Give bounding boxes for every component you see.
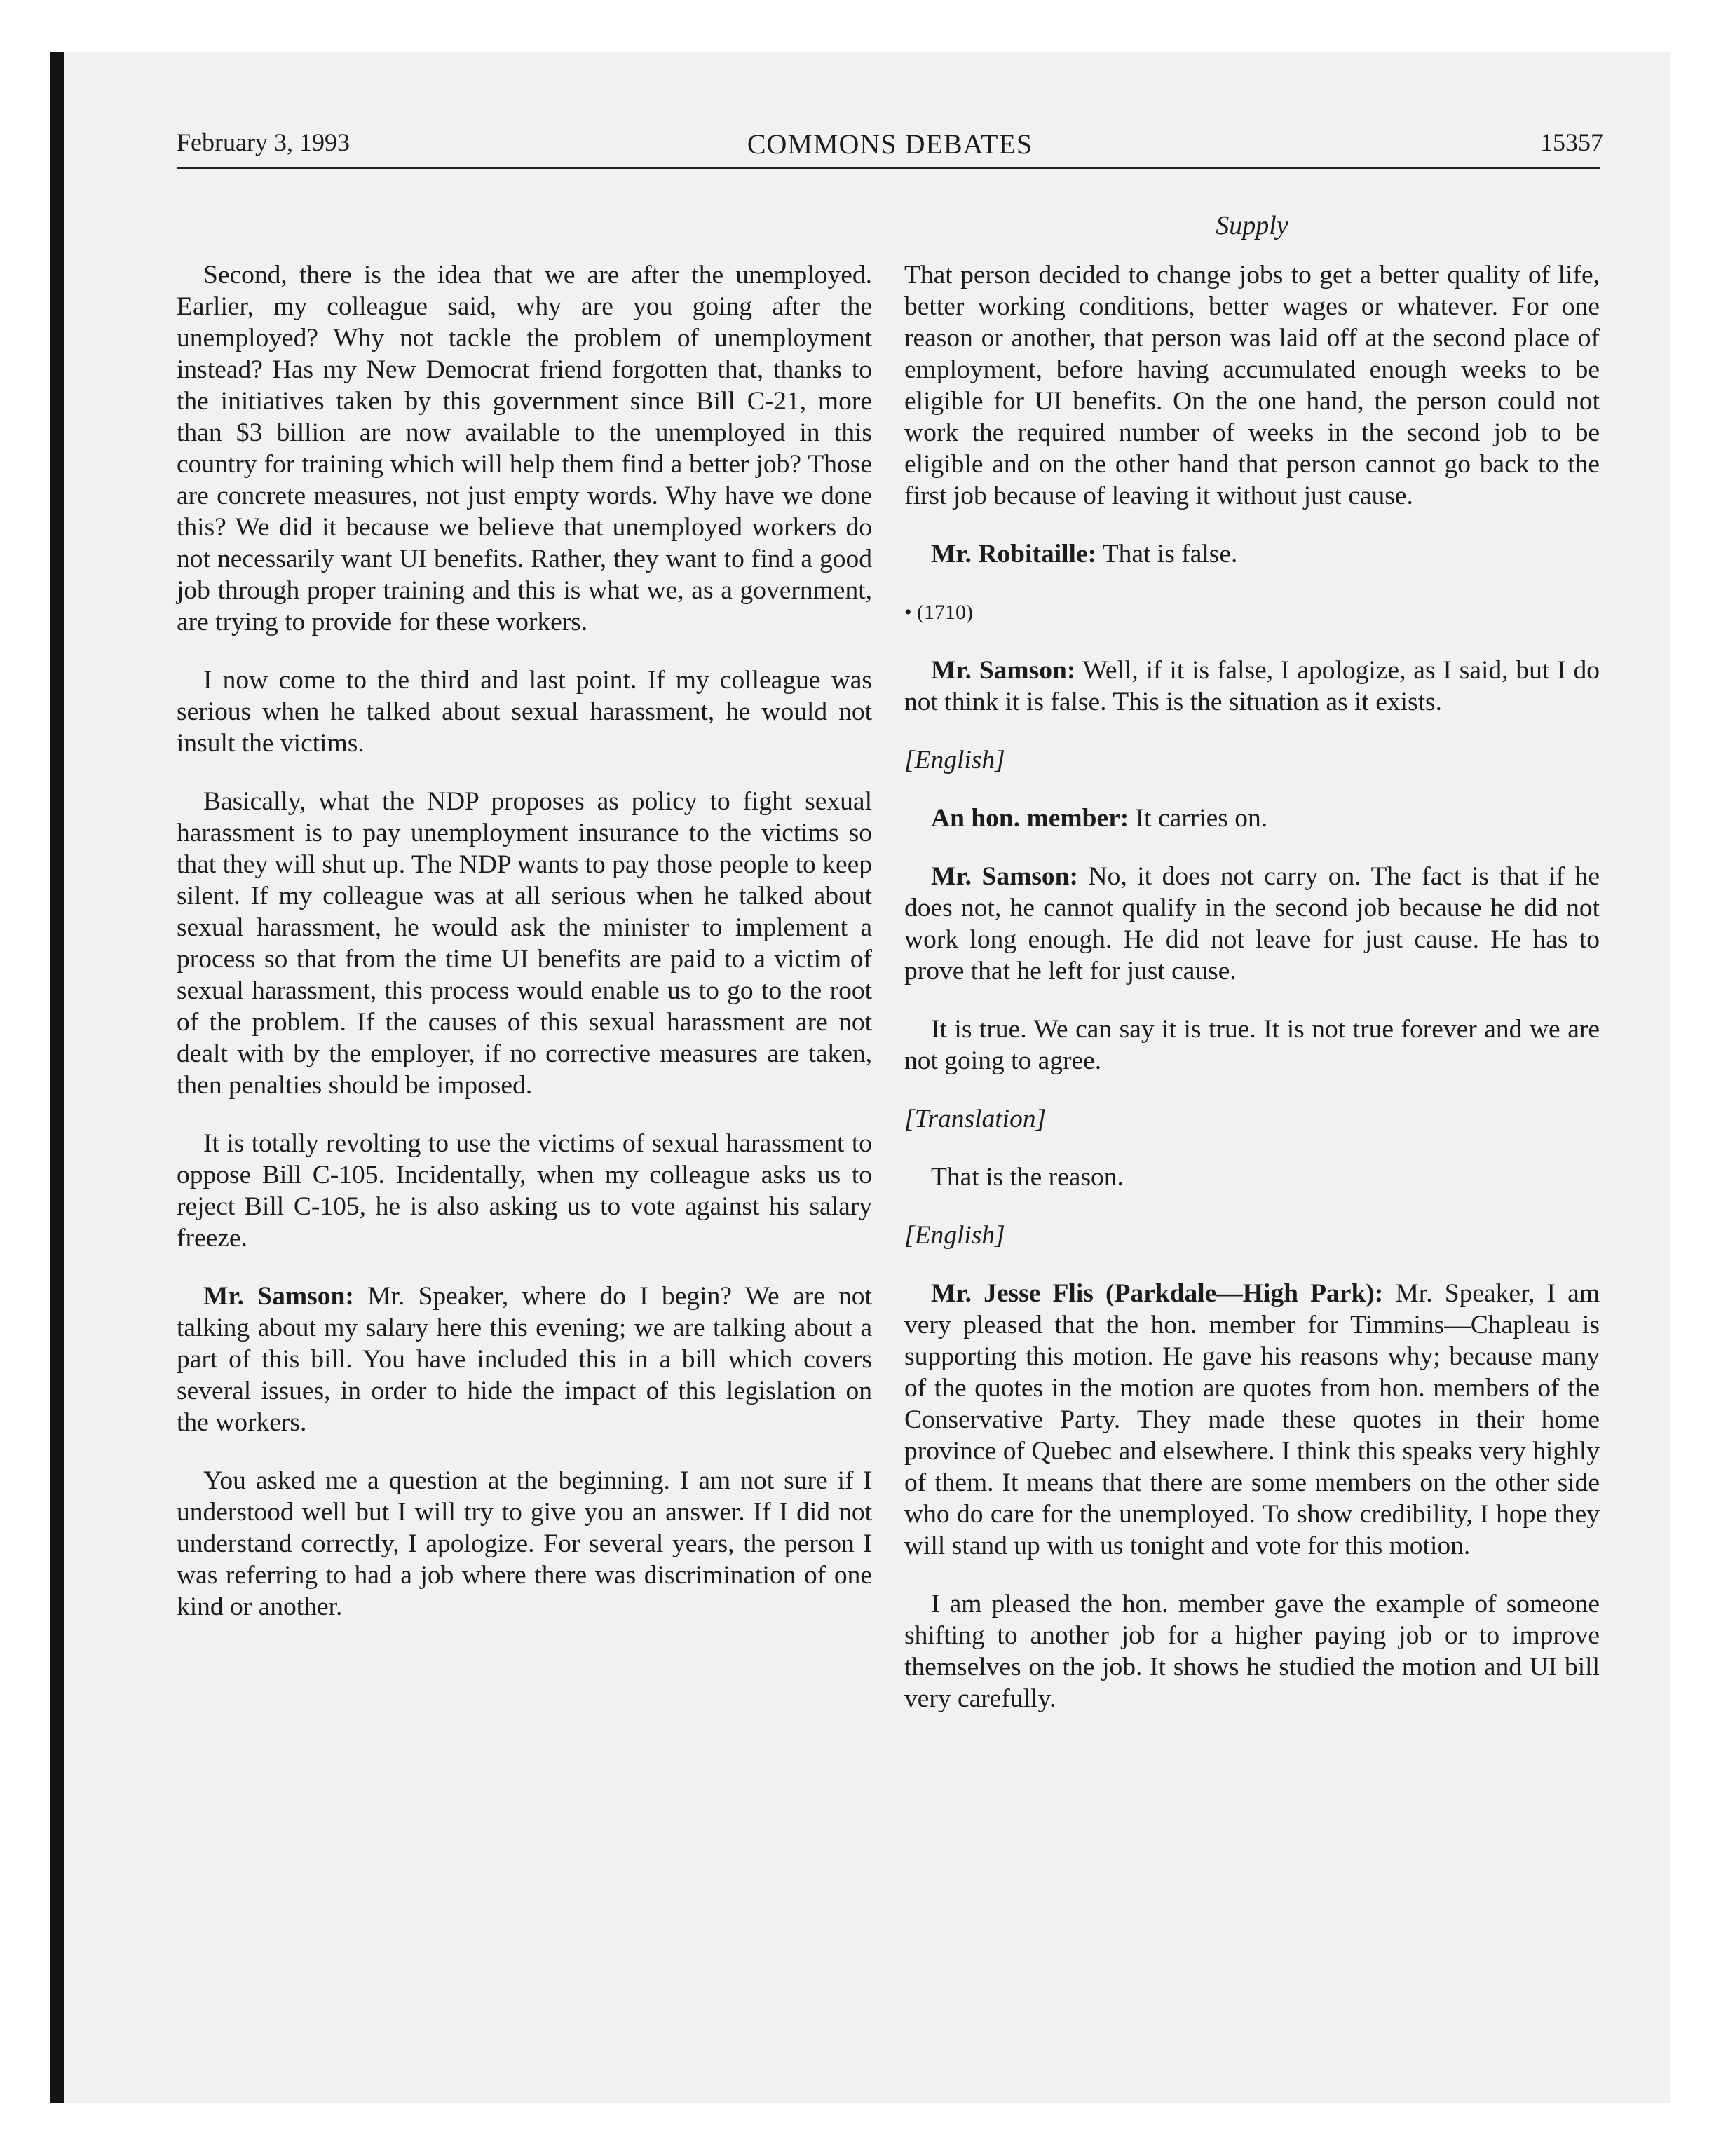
header-journal-title: COMMONS DEBATES	[747, 128, 1033, 160]
speech-paragraph	[177, 1281, 872, 1438]
speaker-name: Mr. Samson:	[931, 862, 1079, 891]
header-page-number: 15357	[1540, 128, 1603, 156]
section-label: Supply	[1216, 211, 1288, 240]
language-tag: [English]	[904, 1221, 1005, 1250]
timestamp: • (1710)	[904, 601, 973, 624]
speech-text: It carries on.	[1129, 804, 1268, 833]
language-tag: [Translation]	[904, 1105, 1047, 1133]
speech-paragraph	[904, 803, 1600, 834]
paragraph: That person decided to change jobs to get a better quality of life, better working conditions, better wages or whatever. For one reason or another, that person was laid off at the second place of employment, before having accumulated enough weeks to be eligible for UI benefits. On the one hand, the person could not work the required number of weeks in the second job to be eligible and on the other hand that person cannot go back to the first job because of leaving it without just cause.	[904, 261, 1600, 510]
speaker-name: Mr. Robitaille:	[931, 540, 1097, 568]
paragraph: I now come to the third and last point. If my colleague was serious when he talked about sexual harassment, he would not insult the victims.	[177, 666, 872, 758]
speech-text: No, it does not carry on. The fact is that if he does not, he cannot qualify in the second job because he did not work long enough. He did not leave for just cause. He has to prove that he left for just cause.	[904, 862, 1600, 985]
paragraph: Basically, what the NDP proposes as policy to fight sexual harassment is to pay unemployment insurance to the victims so that they will shut up. The NDP wants to pay those people to keep silent. If my colleague was at all serious when he talked about sexual harassment, he would ask the minister to implement a process so that from the time UI benefits are paid to a victim of sexual harassment, this process would enable us to go to the root of the problem. If the causes of this sexual harassment are not dealt with by the employer, if no corrective measures are taken, then penalties should be imposed.	[177, 787, 872, 1100]
speech-paragraph	[904, 655, 1600, 718]
scan-edge	[50, 52, 64, 2103]
speech-paragraph	[904, 1278, 1600, 1562]
speaker-name: An hon. member:	[931, 804, 1129, 833]
paragraph: You asked me a question at the beginning. I am not sure if I understood well but I will try to give you an answer. If I did not understand correctly, I apologize. For several years, the person I was referring to had a job where there was discrimination of one kind or another.	[177, 1466, 872, 1621]
header-date: February 3, 1993	[177, 128, 350, 156]
paragraph: I am pleased the hon. member gave the example of someone shifting to another job for a higher paying job or to improve themselves on the job. It shows he studied the motion and UI bill very carefully.	[904, 1590, 1600, 1713]
right-column	[904, 259, 1600, 1714]
page-header	[177, 128, 1603, 161]
left-column	[177, 259, 872, 1623]
speech-text: Mr. Speaker, I am very pleased that the hon. member for Timmins—Chapleau is supporting this motion. He gave his reasons why; because many of the quotes in the motion are quotes from hon. members of the Conservative Party. They made these quotes in their home province of Quebec and elsewhere. I think this speaks very highly of them. It means that there are some members on the other side who do care for the unemployed. To show credibility, I hope they will stand up with us tonight and vote for this motion.	[904, 1279, 1600, 1560]
paragraph: That is the reason.	[931, 1163, 1124, 1192]
paragraph: Second, there is the idea that we are after the unemployed. Earlier, my colleague said, why are you going after the unemployed? Why not tackle the problem of unemployment instead? Has my New Democrat friend forgotten that, thanks to the initiatives taken by this government since Bill C-21, more than $3 billion are now available to the unemployed in this country for training which will help them find a better job? Those are concrete measures, not just empty words. Why have we done this? We did it because we believe that unemployed workers do not necessarily want UI benefits. Rather, they want to find a good job through proper training and this is what we, as a government, are trying to provide for these workers.	[177, 261, 872, 636]
speech-text: Well, if it is false, I apologize, as I said, but I do not think it is false. This is the situation as it exists.	[904, 656, 1600, 716]
speech-text: That is false.	[1096, 540, 1238, 568]
speaker-name: Mr. Samson:	[203, 1282, 354, 1311]
speech-paragraph	[904, 538, 1600, 570]
speech-text: Mr. Speaker, where do I begin? We are not talking about my salary here this evening; we are talking about a part of this bill. You have included this in a bill which covers several issues, in order to hide the impact of this legislation on the workers.	[177, 1282, 872, 1437]
language-tag: [English]	[904, 746, 1005, 775]
speaker-name: Mr. Samson:	[931, 656, 1076, 685]
speech-paragraph	[904, 861, 1600, 987]
header-rule	[177, 167, 1600, 169]
paragraph: It is true. We can say it is true. It is not true forever and we are not going to agree.	[904, 1015, 1600, 1075]
paragraph: It is totally revolting to use the victims of sexual harassment to oppose Bill C-105. Incidentally, when my colleague asks us to reject Bill C-105, he is also asking us to vote against his salary freeze.	[177, 1129, 872, 1253]
speaker-name: Mr. Jesse Flis (Parkdale—High Park):	[931, 1279, 1384, 1308]
